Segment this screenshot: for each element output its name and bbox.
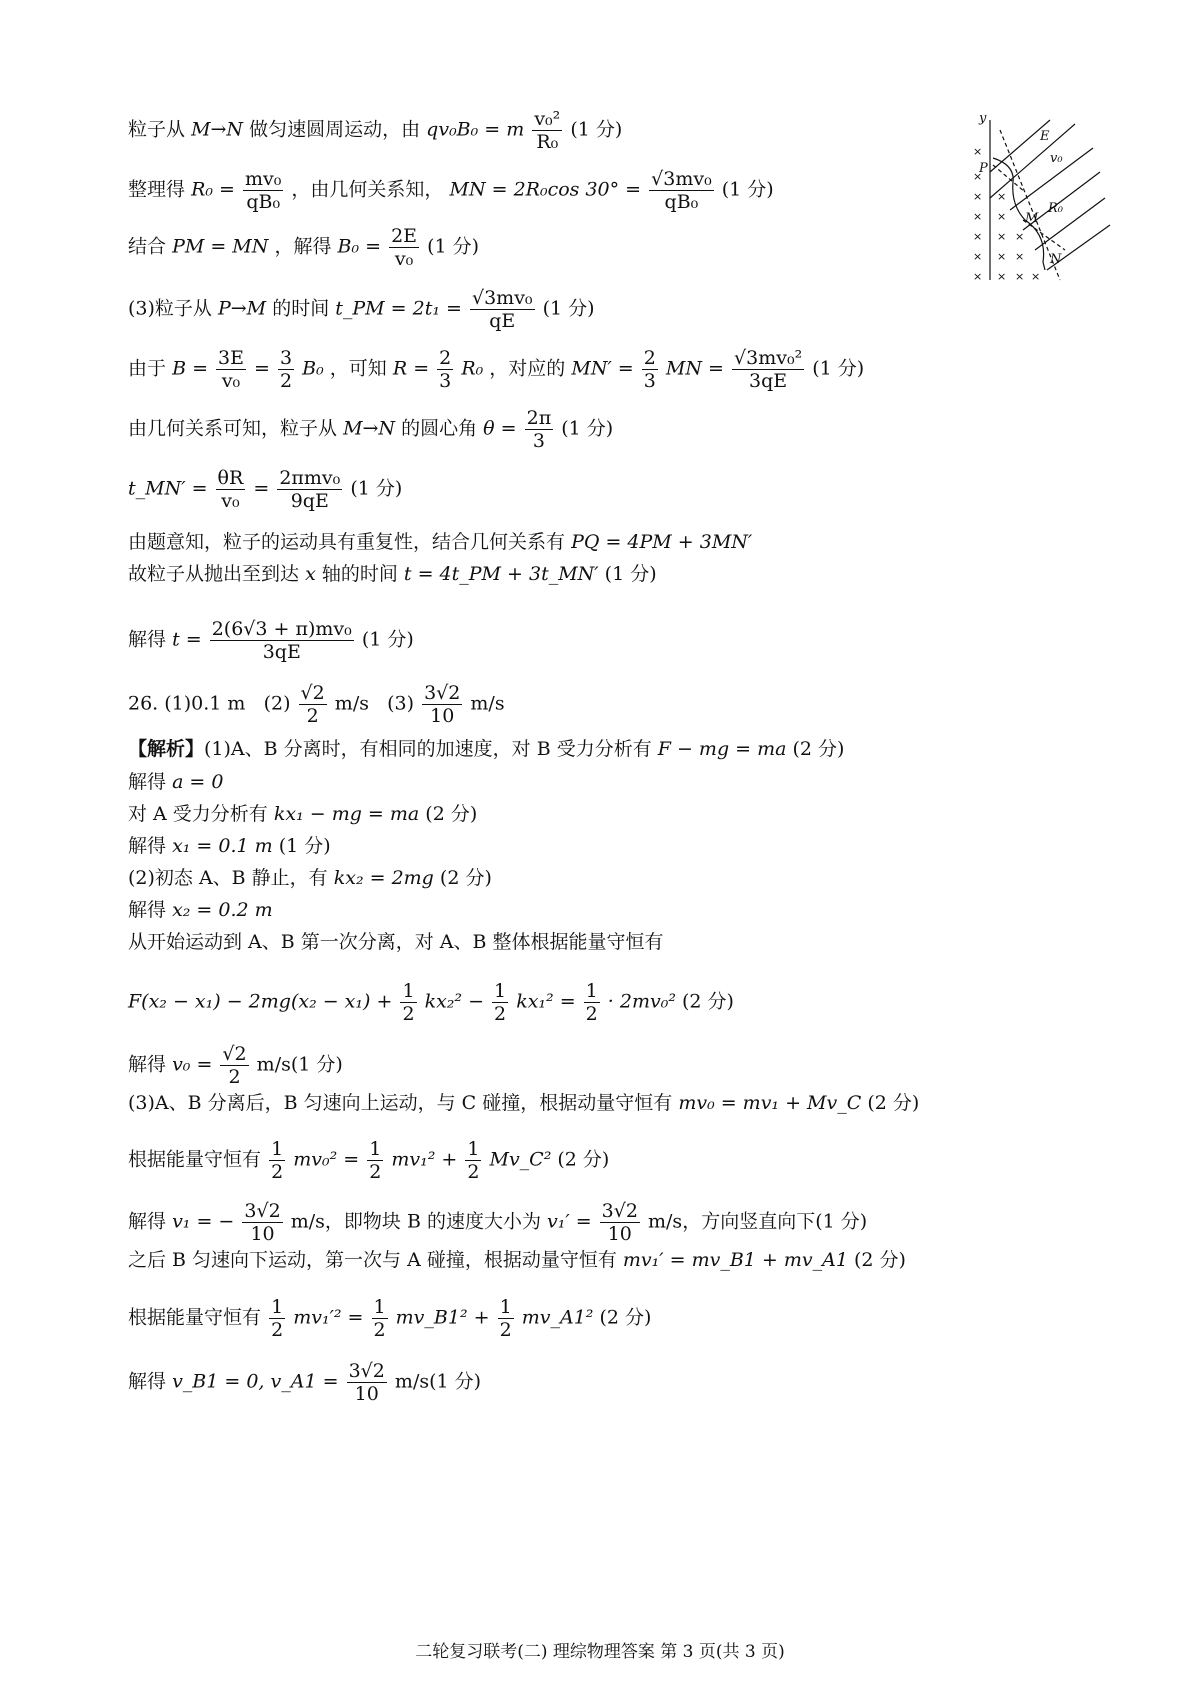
cross-mark: ×: [1015, 230, 1025, 243]
formula: kx₁² =: [516, 990, 576, 1013]
cross-mark: ×: [973, 230, 983, 243]
formula: B₀: [302, 357, 324, 380]
text: 对 A 受力分析有: [128, 803, 268, 825]
cross-mark: ×: [1015, 250, 1025, 263]
score: (1 分): [815, 1210, 868, 1233]
fraction: $\frac{3E}{\text{v₀}}$: [218, 347, 244, 392]
line-6: [128, 407, 613, 452]
score: (2 分): [439, 867, 492, 889]
formula: F − mg = ma: [657, 738, 787, 760]
fraction: $\frac{\text{v₀²}}{\text{R₀}}$: [534, 108, 561, 153]
field-diagram: [965, 110, 1115, 285]
fraction: $\frac{1}{2}$: [402, 980, 415, 1025]
text: ，对应的: [489, 357, 566, 380]
formula: mv₀ = mv₁ + Mv_C: [678, 1092, 862, 1114]
text: 解得: [128, 835, 167, 857]
fraction: $\frac{\text{2πmv₀}}{9qE}$: [279, 467, 341, 512]
line-1: [128, 108, 622, 153]
analysis-line-5: [128, 866, 492, 890]
formula: x: [305, 563, 316, 585]
formula: mv₁² +: [391, 1148, 458, 1171]
fraction: $\frac{√2}{2}$: [300, 682, 325, 727]
cross-mark: ×: [997, 270, 1007, 283]
cross-mark: ×: [973, 170, 983, 183]
score: (2 分): [853, 1249, 906, 1271]
analysis-line-15: [128, 1360, 481, 1405]
formula: v_B1 = 0, v_A1 =: [172, 1370, 339, 1393]
analysis-tag: 【解析】: [128, 738, 205, 760]
text: 整理得: [128, 178, 186, 201]
text: 由于: [128, 357, 167, 380]
score: (2 分): [682, 990, 734, 1013]
unit: m/s: [648, 1210, 683, 1233]
formula: v₀ =: [172, 1053, 213, 1076]
fraction: $\frac{1}{2}$: [499, 1296, 512, 1341]
text: ，方向竖直向下: [682, 1210, 816, 1233]
fraction: $\frac{3√2}{10}$: [244, 1200, 281, 1245]
formula: mv_B1² +: [395, 1306, 490, 1329]
analysis-line-14: [128, 1296, 651, 1341]
score: (1 分): [542, 297, 595, 320]
cross-mark: ×: [997, 230, 1007, 243]
line-9: [128, 562, 657, 586]
formula: mv₁′² =: [293, 1306, 364, 1329]
label-P: P: [979, 161, 988, 176]
cross-mark: ×: [973, 270, 983, 283]
text: 从开始运动到 A、B 第一次分离，对 A、B 整体根据能量守恒有: [128, 931, 664, 953]
formula: MN = 2R₀cos 30° =: [449, 178, 642, 201]
text: ，可知: [329, 357, 387, 380]
line-3: [128, 225, 479, 270]
unit: m/s: [256, 1053, 291, 1076]
formula: kx₂ = 2mg: [333, 867, 434, 889]
score: (1 分): [427, 235, 480, 258]
analysis-line-4: [128, 834, 331, 858]
analysis-line-2: [128, 770, 223, 794]
line-10: [128, 618, 414, 663]
text: 解得: [128, 899, 167, 921]
text: (3)粒子从: [128, 297, 212, 320]
analysis-line-1: [128, 737, 844, 761]
fraction: $\frac{1}{2}$: [467, 1138, 480, 1183]
fraction: $\frac{2}{3}$: [439, 347, 452, 392]
formula: qv₀B₀ = m: [426, 118, 525, 141]
formula: =: [253, 477, 270, 500]
analysis-line-9: [128, 1043, 343, 1088]
label-R0: R₀: [1048, 201, 1063, 216]
field-line: [990, 120, 1050, 172]
text: 做匀速圆周运动，由: [249, 118, 421, 141]
analysis-line-11: [128, 1138, 609, 1183]
line-5: [128, 347, 864, 392]
formula: t = 4t_PM + 3t_MN′: [403, 563, 599, 585]
text: ，由几何关系知，: [291, 178, 444, 201]
score: (1 分): [350, 477, 403, 500]
formula: M→N: [191, 118, 244, 141]
fraction: $\frac{2\pi}{3}$: [526, 407, 552, 452]
formula: kx₁ − mg = ma: [273, 803, 420, 825]
fraction: $\frac{√2}{2}$: [222, 1043, 247, 1088]
formula: a = 0: [172, 771, 224, 793]
question-number: 26.: [128, 692, 159, 715]
score: (2 分): [792, 738, 845, 760]
cross-mark: ×: [997, 190, 1007, 203]
formula: =: [254, 357, 270, 380]
fraction: $\frac{1}{2}$: [373, 1296, 386, 1341]
fraction: $\frac{3√2}{10}$: [348, 1360, 385, 1405]
fraction: $\frac{1}{2}$: [369, 1138, 382, 1183]
cross-mark: ×: [997, 210, 1007, 223]
fraction: $\frac{3√2}{10}$: [424, 682, 461, 727]
formula: PM = MN: [172, 235, 269, 258]
analysis-line-6: [128, 898, 273, 922]
formula: θ =: [483, 417, 517, 440]
score: (1 分): [604, 563, 657, 585]
analysis-line-3: [128, 802, 477, 826]
formula: B =: [172, 357, 208, 380]
formula: R =: [392, 357, 430, 380]
label-v0: v₀: [1050, 151, 1063, 166]
score: (1 分): [429, 1370, 482, 1393]
analysis-line-7: [128, 930, 664, 954]
fraction: $\frac{\text{√3mv₀}}{\text{qB₀}}$: [651, 168, 712, 213]
text: 解得: [128, 1053, 167, 1076]
score: (1 分): [278, 835, 331, 857]
fraction: $\frac{1}{2}$: [271, 1296, 284, 1341]
fraction: $\frac{\text{√3mv₀²}}{3qE}$: [734, 347, 803, 392]
fraction: $\frac{\text{√3mv₀}}{qE}$: [471, 287, 533, 332]
line-8: [128, 530, 752, 554]
score: (1 分): [721, 178, 774, 201]
text: 由几何关系可知，粒子从: [128, 417, 338, 440]
page-footer: 二轮复习联考(二) 理综物理答案 第 3 页(共 3 页): [415, 1642, 785, 1662]
text: 根据能量守恒有: [128, 1148, 262, 1171]
formula: mv₁′ = mv_B1 + mv_A1: [622, 1249, 848, 1271]
score: (2 分): [425, 803, 478, 825]
cross-mark: ×: [1015, 270, 1025, 283]
label-M: M: [1025, 211, 1039, 226]
fraction: $\frac{3}{2}$: [280, 347, 293, 392]
analysis-line-8: [128, 980, 734, 1025]
score: (1 分): [570, 118, 623, 141]
text: 根据能量守恒有: [128, 1306, 262, 1329]
formula: x₂ = 0.2 m: [172, 899, 273, 921]
text: 的时间: [272, 297, 330, 320]
answer-26: [128, 682, 505, 727]
answer-part-3-label: (3): [387, 692, 415, 715]
formula: mv_A1²: [521, 1306, 594, 1329]
formula: Mv_C²: [489, 1148, 552, 1171]
fraction: $\frac{\text{mv₀}}{\text{qB₀}}$: [245, 168, 282, 213]
text: 解得: [128, 1210, 167, 1233]
formula: t_MN′ =: [128, 477, 208, 500]
cross-mark: ×: [973, 250, 983, 263]
answer-part-1: (1)0.1 m: [164, 692, 246, 715]
fraction: $\frac{2E}{\text{v₀}}$: [391, 225, 418, 270]
text: (1)A、B 分离时，有相同的加速度，对 B 受力分析有: [204, 738, 652, 760]
cross-mark: ×: [973, 190, 983, 203]
text: ，解得: [274, 235, 332, 258]
score: (1 分): [561, 417, 614, 440]
text: 结合: [128, 235, 167, 258]
unit: m/s: [290, 1210, 325, 1233]
cross-mark: ×: [1031, 270, 1041, 283]
formula: F(x₂ − x₁) − 2mg(x₂ − x₁) +: [128, 990, 393, 1013]
label-E: E: [1040, 129, 1050, 144]
formula: R₀ =: [191, 178, 235, 201]
fraction: $\frac{2}{3}$: [643, 347, 656, 392]
label-y: y: [979, 111, 987, 126]
cross-mark: ×: [997, 250, 1007, 263]
formula: x₁ = 0.1 m: [172, 835, 273, 857]
text: (2)初态 A、B 静止，有: [128, 867, 328, 889]
formula: t_PM = 2t₁ =: [335, 297, 462, 320]
text: 解得: [128, 771, 167, 793]
fraction: $\frac{1}{2}$: [271, 1138, 284, 1183]
formula: M→N: [343, 417, 396, 440]
text: (3)A、B 分离后，B 匀速向上运动，与 C 碰撞，根据动量守恒有: [128, 1092, 673, 1114]
analysis-line-12: [128, 1200, 867, 1245]
formula: mv₀² =: [293, 1148, 360, 1171]
fraction: $\frac{1}{2}$: [494, 980, 507, 1025]
score: (2 分): [557, 1148, 610, 1171]
score: (1 分): [290, 1053, 343, 1076]
score: (1 分): [812, 357, 865, 380]
text: 粒子从: [128, 118, 186, 141]
score: (2 分): [867, 1092, 920, 1114]
formula: MN =: [665, 357, 724, 380]
cross-mark: ×: [973, 145, 983, 158]
formula: MN′ =: [571, 357, 634, 380]
text: 故粒子从抛出至到达: [128, 563, 300, 585]
formula: v₁′ =: [547, 1210, 592, 1233]
analysis-line-13: [128, 1248, 906, 1272]
fraction: $\frac{3√2}{10}$: [601, 1200, 638, 1245]
formula: R₀: [461, 357, 484, 380]
line-4: [128, 287, 595, 332]
label-N: N: [1050, 252, 1062, 267]
formula: B₀ =: [337, 235, 382, 258]
unit: m/s: [394, 1370, 430, 1393]
formula: PQ = 4PM + 3MN′: [571, 531, 753, 553]
formula: v₁ = −: [172, 1210, 235, 1233]
analysis-line-10: [128, 1091, 919, 1115]
formula: · 2mv₀²: [607, 990, 676, 1013]
score: (1 分): [361, 628, 414, 651]
formula: P→M: [217, 297, 267, 320]
fraction: $\frac{\text{2(6√3 + π)mv₀}}{3qE}$: [211, 618, 352, 663]
text: 解得: [128, 1370, 167, 1393]
text: 之后 B 匀速向下运动，第一次与 A 碰撞，根据动量守恒有: [128, 1249, 617, 1271]
text: 轴的时间: [321, 563, 398, 585]
cross-mark: ×: [973, 210, 983, 223]
score: (2 分): [599, 1306, 652, 1329]
line-7: [128, 467, 402, 512]
formula: kx₂² −: [424, 990, 484, 1013]
fraction: $\frac{\theta R}{\text{v₀}}$: [217, 467, 244, 512]
text: ，即物块 B 的速度大小为: [324, 1210, 541, 1233]
text: 由题意知，粒子的运动具有重复性，结合几何关系有: [128, 531, 566, 553]
unit: m/s: [334, 692, 369, 715]
answer-part-2-label: (2): [263, 692, 291, 715]
fraction: $\frac{1}{2}$: [585, 980, 598, 1025]
line-2: [128, 168, 774, 213]
unit: m/s: [470, 692, 505, 715]
formula: t =: [172, 628, 202, 651]
dashed-line: [993, 165, 1025, 192]
text: 解得: [128, 628, 167, 651]
text: 的圆心角: [401, 417, 478, 440]
